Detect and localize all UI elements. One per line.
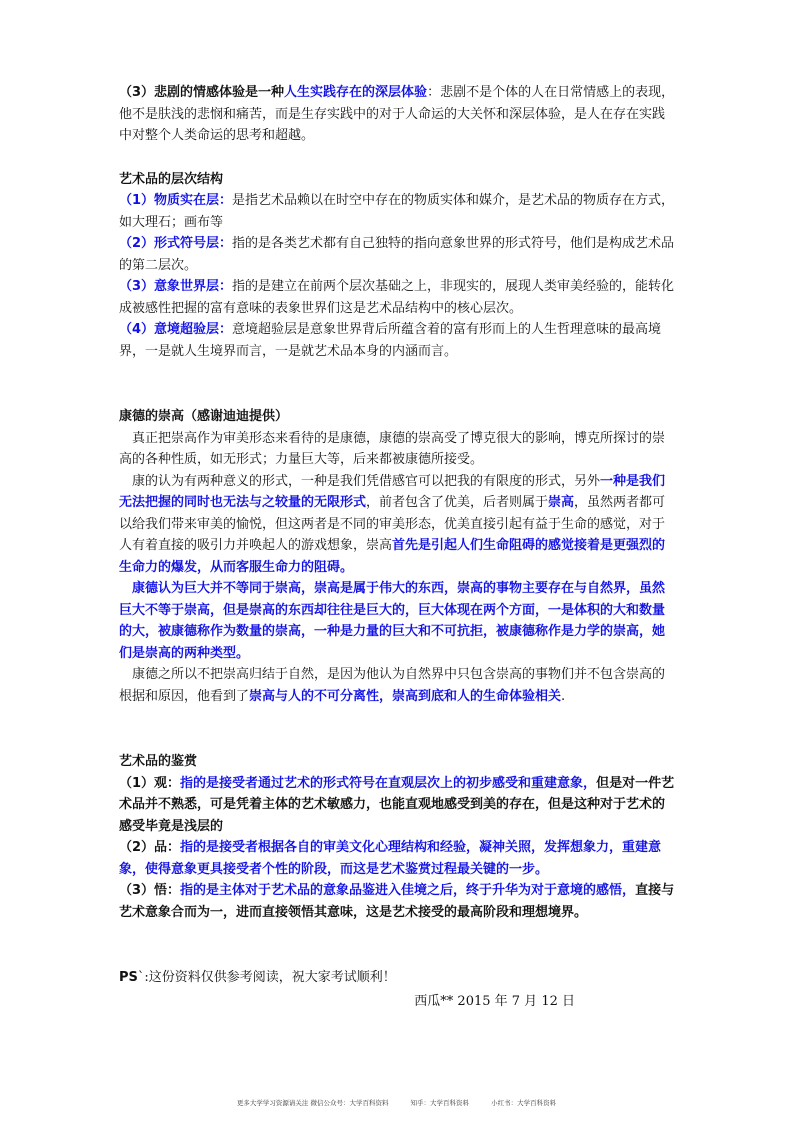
kant-p4-text: . <box>561 688 566 704</box>
appreciation-item-label: （2）品： <box>119 840 181 855</box>
levels-item <box>119 276 677 319</box>
levels-item-text: 是指艺术品赖以在时空中存在的物质实体和媒介，是艺术品的物质存在方式，如大理石；画布等 <box>119 193 675 230</box>
kant-paragraph-3: 康德认为巨大并不等同于崇高，崇高是属于伟大的东西，崇高的事物主要存在与自然界，虽然巨大不等于崇高，但是崇高的东西却往往是巨大的，巨大体现在两个方面，一是体积的大和数量的大，被康德称作为数量的崇高，一种是力量的巨大和不可抗拒，被康德称作是力学的崇高，她们是崇高的两种类型。 <box>119 581 666 661</box>
ps-mark: ` <box>137 970 145 985</box>
appreciation-item-text: 指的是接受者根据各自的审美文化心理结构和经验，凝神关照，发挥想象力，重建意象，使得意象更具接受者个性的阶段，而这是艺术鉴赏过程最关键的一步。 <box>119 840 662 877</box>
levels-item-text: 意境超验层是意象世界背后所蕴含着的富有形而上的人生哲理意味的最高境界，一是就人生境界而言，一是就艺术品本身的内涵而言。 <box>119 322 662 359</box>
ps-note <box>119 967 677 989</box>
kant-paragraph-1: 真正把崇高作为审美形态来看待的是康德，康德的崇高受了博克很大的影响，博克所探讨的崇高的各种性质，如无形式；力量巨大等，后来都被康德所接受。 <box>119 430 666 467</box>
levels-item-label: （1）物质实在层： <box>119 193 233 208</box>
ps-label: PS <box>119 970 138 985</box>
appreciation-item <box>119 837 677 880</box>
levels-heading: 艺术品的层次结构 <box>119 171 224 187</box>
tragedy-highlight: 人生实践存在的深层体验 <box>284 85 428 100</box>
appreciation-item-tail: 直接与艺术意象合而为一，进而直接领悟其意味，这是艺术接受的最高阶段和理想境界。 <box>119 883 675 920</box>
ps-text: :这份资料仅供参考阅读，祝大家考试顺利！ <box>144 970 396 985</box>
levels-item <box>119 190 677 233</box>
tragedy-item-3 <box>119 82 677 147</box>
page-footer <box>0 1098 793 1107</box>
kant-p2-highlight: 首先是引起人们生命阻碍的感觉接着是更强烈的生命力的爆发，从而客服生命力的阻碍。 <box>119 538 666 575</box>
appreciation-heading: 艺术品的鉴赏 <box>119 754 198 769</box>
levels-item-label: （2）形式符号层： <box>119 236 233 251</box>
signature-date: 西瓜** 2015 年 7 月 12 日 <box>414 993 575 1009</box>
kant-p4-text: 康德之所以不把崇高归结于自然，是因为他认为自然界中只包含崇高的事物们并不包含崇高的根据和原因，他看到了 <box>119 667 666 704</box>
kant-p2-text: ，前者包含了优美，后者则属于 <box>366 495 549 510</box>
levels-item-label: （4）意境超验层： <box>119 322 233 337</box>
appreciation-item-text: 指的是主体对于艺术品的意象品鉴进入佳境之后，终于升华为对于意境的感悟， <box>180 883 636 898</box>
kant-paragraph-4 <box>119 664 677 707</box>
levels-item-text: 指的是建立在前两个层次基础之上，非现实的，展现人类审美经验的，能转化成被感性把握的富有意味的表象世界们这是艺术品结构中的核心层次。 <box>119 279 675 316</box>
appreciation-item-label: （1）观： <box>119 775 181 791</box>
tragedy-item-label: （3）悲剧的情感体验是一种 <box>119 85 285 100</box>
footer-wechat: 更多大学学习资源请关注 微信公众号：大学百科资料 <box>236 1099 389 1107</box>
kant-p2-text: ，虽然两者都可以给我们带来审美的愉悦，但这两者是不同的审美形态，优美直接引起有益于生命的感觉，对于人有着直接的吸引力并唤起人的游戏想象，崇高 <box>119 495 666 553</box>
appreciation-item <box>119 880 677 923</box>
levels-item-text: 指的是各类艺术都有自己独特的指向意象世界的形式符号，他们是构成艺术品的第二层次。 <box>119 236 675 273</box>
appreciation-item <box>119 773 677 838</box>
footer-zhihu: 知乎：大学百科资料 <box>410 1099 470 1107</box>
appreciation-item-label: （3）悟： <box>119 883 181 898</box>
kant-paragraph-2 <box>119 471 677 579</box>
appreciation-item-tail: 但是对一件艺术品并不熟悉，可是凭着主体的艺术敏感力，也能直观地感受到美的存在，但是这种对于艺术的感受毕竟是浅层的 <box>119 775 675 834</box>
kant-p2-text: 康的认为有两种意义的形式，一种是我们凭借感官可以把我的有限度的形式，另外 <box>132 473 601 489</box>
footer-xiaohongshu: 小红书：大学百科资料 <box>491 1099 557 1107</box>
kant-p2-highlight: 一种是我们无法把握的同时也无法与之较量的无限形式 <box>119 473 666 510</box>
kant-p4-highlight: 崇高与人的不可分离性，崇高到底和人的生命体验相关 <box>249 688 562 704</box>
levels-item <box>119 319 677 362</box>
appreciation-item-text: 指的是接受者通过艺术的形式符号在直观层次上的初步感受和重建意象， <box>180 775 597 791</box>
levels-item <box>119 233 677 276</box>
document-page <box>119 82 677 1012</box>
kant-p2-highlight: 崇高 <box>548 495 575 510</box>
kant-heading: 康德的崇高（感谢迪迪提供） <box>119 409 289 424</box>
levels-item-label: （3）意象世界层： <box>119 279 233 294</box>
tragedy-text: ：悲剧不是个体的人在日常情感上的表现，他不是肤浅的悲悯和痛苦，而是生存实践中的对于人命运的大关怀和深层体验，是人在存在实践中对整个人类命运的思考和超越。 <box>119 85 675 143</box>
